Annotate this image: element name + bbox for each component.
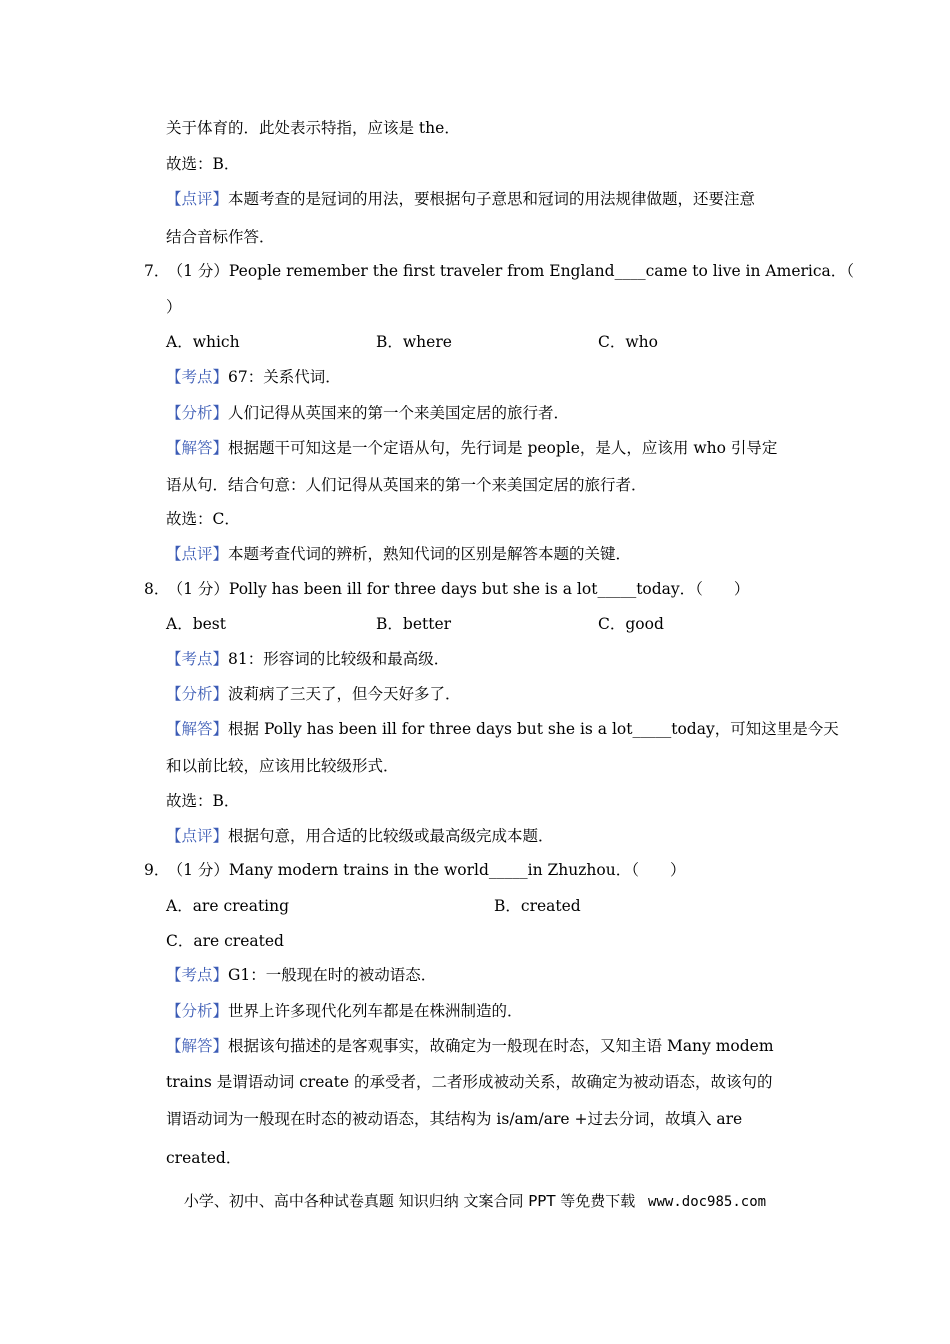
comment-text: 本题考查的是冠词的用法，要根据句子意思和冠词的用法规律做题，还要注意	[228, 190, 756, 208]
fenxi-tag: 【分析】	[166, 1002, 229, 1020]
option-a: A．are creating	[166, 897, 290, 915]
fenxi-text: 世界上许多现代化列车都是在株洲制造的．	[228, 1002, 523, 1020]
kaodian-tag: 【考点】	[166, 368, 229, 386]
q8-answer: 故选：B．	[166, 792, 240, 810]
q9-fenxi	[166, 1001, 523, 1021]
q9-kaodian	[166, 965, 436, 985]
dianping-tag: 【点评】	[166, 827, 229, 845]
q9-jieda-cont-2: 谓语动词为一般现在时态的被动语态，其结构为 is/am/are +过去分词，故填入 are	[166, 1110, 743, 1128]
dianping-text: 本题考查代词的辨析，熟知代词的区别是解答本题的关键．	[228, 545, 632, 563]
jieda-tag: 【解答】	[166, 720, 229, 738]
q7-answer: 故选：C．	[166, 510, 240, 528]
question-7-stem-cont: ）	[166, 298, 182, 316]
q8-kaodian	[166, 649, 449, 669]
option-a: A．best	[166, 615, 226, 633]
q9-jieda	[166, 1036, 774, 1056]
question-7-stem	[144, 261, 854, 281]
option-c: C．who	[598, 333, 658, 351]
option-b: B．where	[376, 333, 452, 351]
dianping-text: 根据句意，用合适的比较级或最高级完成本题．	[228, 827, 554, 845]
question-text: （1 分）Many modern trains in the world_____in Zhuzhou．（ ）	[175, 861, 686, 879]
jieda-text: 根据 Polly has been ill for three days but she is a lot_____today，可知这里是今天	[228, 720, 839, 738]
q7-jieda-cont: 语从句．结合句意：人们记得从英国来的第一个来美国定居的旅行者．	[166, 476, 647, 494]
question-9-stem	[144, 860, 685, 880]
footer-text: 小学、初中、高中各种试卷真题 知识归纳 文案合同 PPT 等免费下载	[183, 1192, 636, 1210]
question-text: （1 分）Polly has been ill for three days but she is a lot_____today．（ ）	[175, 580, 750, 598]
question-number: 7．	[144, 262, 170, 280]
question-text: （1 分）People remember the first traveler from England____came to live in America．（	[175, 262, 855, 280]
option-b: B．better	[376, 615, 452, 633]
option-c: C．are created	[166, 932, 284, 950]
footer-url[interactable]: www.doc985.com	[648, 1194, 767, 1210]
option-a: A．which	[166, 333, 240, 351]
kaodian-text: 81：形容词的比较级和最高级．	[228, 650, 450, 668]
kaodian-text: G1：一般现在时的被动语态．	[228, 966, 437, 984]
q9-jieda-cont-1: trains 是谓语动词 create 的承受者，二者形成被动关系，故确定为被动语态，故该句的	[166, 1073, 773, 1091]
page-footer	[0, 1191, 950, 1212]
prev-comment	[166, 189, 755, 209]
question-number: 9．	[144, 861, 170, 879]
prev-comment-cont: 结合音标作答．	[166, 228, 275, 246]
fenxi-text: 人们记得从英国来的第一个来美国定居的旅行者．	[228, 404, 570, 422]
q8-jieda-cont: 和以前比较，应该用比较级形式．	[166, 757, 399, 775]
q7-jieda	[166, 438, 777, 458]
kaodian-tag: 【考点】	[166, 650, 229, 668]
q8-jieda	[166, 719, 839, 739]
fenxi-tag: 【分析】	[166, 685, 229, 703]
dianping-tag: 【点评】	[166, 545, 229, 563]
q7-fenxi	[166, 403, 569, 423]
q8-fenxi	[166, 684, 461, 704]
fenxi-tag: 【分析】	[166, 404, 229, 422]
q7-kaodian	[166, 367, 341, 387]
q7-dianping	[166, 544, 631, 564]
q8-dianping	[166, 826, 554, 846]
jieda-tag: 【解答】	[166, 439, 229, 457]
option-c: C．good	[598, 615, 664, 633]
jieda-text: 根据题干可知这是一个定语从句，先行词是 people，是人，应该用 who 引导定	[228, 439, 778, 457]
prev-explanation-line: 关于体育的．此处表示特指，应该是 the．	[166, 119, 460, 137]
fenxi-text: 波莉病了三天了，但今天好多了．	[228, 685, 461, 703]
prev-answer: 故选：B．	[166, 155, 240, 173]
question-number: 8．	[144, 580, 170, 598]
comment-tag: 【点评】	[166, 190, 229, 208]
jieda-text: 根据该句描述的是客观事实，故确定为一般现在时态，又知主语 Many modem	[228, 1037, 774, 1055]
option-b: B．created	[494, 897, 581, 915]
q9-jieda-cont-3: created．	[166, 1149, 242, 1167]
kaodian-tag: 【考点】	[166, 966, 229, 984]
question-8-stem	[144, 579, 749, 599]
kaodian-text: 67：关系代词．	[228, 368, 341, 386]
jieda-tag: 【解答】	[166, 1037, 229, 1055]
